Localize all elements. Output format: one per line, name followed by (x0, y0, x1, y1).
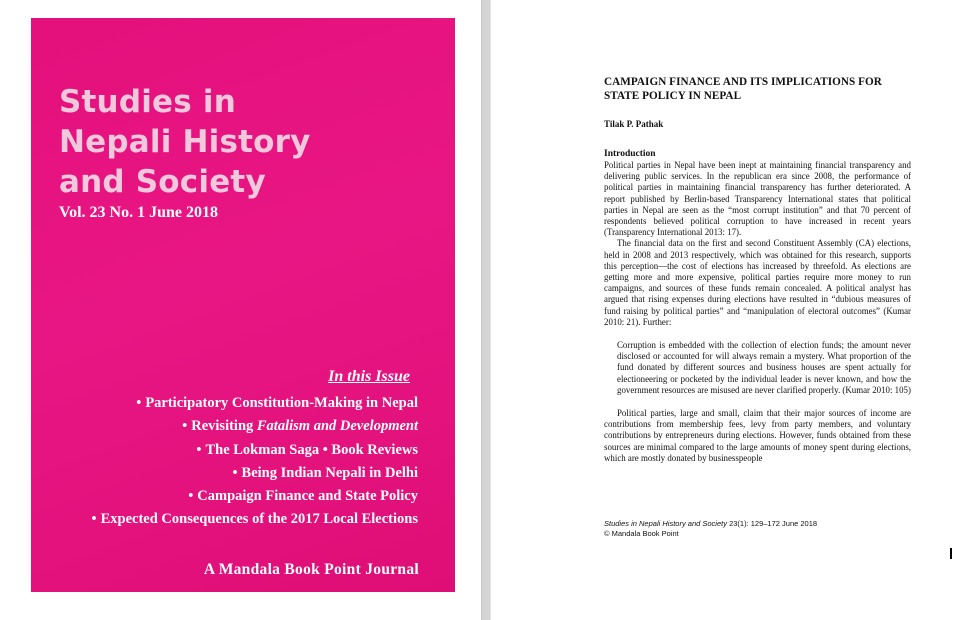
bullet-icon: • (188, 488, 194, 505)
article-title-line: CAMPAIGN FINANCE AND ITS IMPLICATIONS FOR (604, 76, 882, 88)
body-paragraph: Political parties in Nepal have been inept at maintaining financial transparency and delivering public services. In the republican era since 2008, the performance of political parties in maintaining financial transparency has further deteriorated. A report published by Berlin-based Transparency International states that political parties in Nepal are seen as the “most corrupt institution” and that 70 percent of respondents believed political corruption to have increased in recent years (Transparency International 2013: 17). (604, 160, 911, 238)
bullet-icon: • (136, 395, 142, 411)
article-page (604, 72, 911, 464)
issue-item (92, 415, 418, 438)
bullet-icon: • (196, 441, 202, 458)
bullet-icon: • (182, 418, 188, 435)
cover-publisher: A Mandala Book Point Journal (203, 561, 419, 578)
issue-item (92, 508, 418, 531)
issue-list (92, 392, 418, 532)
citation-journal: Studies in Nepali History and Society (604, 519, 727, 528)
cover-title-line: Nepali History (59, 124, 311, 160)
cover-volume: Vol. 23 No. 1 June 2018 (59, 204, 218, 221)
block-quote: Corruption is embedded with the collection of election funds; the amount never disclosed or accounted for will always remain a mystery. What proportion of the fund donated by different sources and business houses are spent actually for electioneering or pocketed by the individual leader is never known, and how the government resources are misused are never clarified properly. (Kumar 2010: 105) (617, 340, 911, 395)
issue-item-text: The Lokman Saga • Book Reviews (205, 441, 418, 458)
issue-heading: In this Issue (328, 368, 410, 385)
issue-item-emphasis: Fatalism and Development (256, 418, 418, 435)
issue-item-text: Expected Consequences of the 2017 Local Elections (100, 511, 418, 528)
journal-cover-image (31, 18, 455, 592)
issue-item-text: Being Indian Nepali in Delhi (241, 464, 418, 481)
article-author: Tilak P. Pathak (604, 119, 664, 129)
right-page-pane[interactable] (491, 0, 962, 620)
issue-item (92, 462, 418, 485)
issue-item (92, 485, 418, 508)
body-paragraph: Political parties, large and small, claim that their major sources of income are contributions from membership fees, levy from party members, and voluntary contributions by entrepreneurs during elections. However, funds obtained from these sources are minimal compared to the large amounts of money spent during elections, which are mostly donated by businesspeople (604, 408, 911, 463)
issue-item (92, 392, 418, 415)
body-paragraph: The financial data on the first and second Constituent Assembly (CA) elections, held in 2008 and 2013 respectively, which was obtained for this research, supports this perception—the cost of elections has increased by threefold. As elections are getting more and more expensive, political parties require more money to run campaigns, and sources of these funds remain concealed. A political analyst has argued that rising expenses during elections have resulted in “dubious measures of fund raising by political parties” and “manipulation of electoral outcomes” (Kumar 2010: 21). Further: (604, 238, 911, 327)
citation-footer (604, 519, 817, 539)
copyright: © Mandala Book Point (604, 529, 679, 538)
cover-title (59, 82, 439, 202)
bullet-icon: • (91, 511, 97, 528)
issue-item-text: Campaign Finance and State Policy (197, 488, 418, 505)
article-title-line: STATE POLICY IN NEPAL (604, 90, 742, 102)
page-divider[interactable] (481, 0, 491, 620)
issue-item-text: Revisiting (191, 418, 257, 435)
bullet-icon: • (232, 464, 238, 481)
cover-title-line: Studies in (59, 84, 236, 120)
issue-item-text: Participatory Constitution-Making in Nepal (145, 395, 418, 411)
cover-title-line: and Society (59, 164, 266, 200)
article-title (604, 75, 911, 103)
citation-details: 23(1): 129–172 June 2018 (726, 519, 818, 528)
text-cursor-icon (950, 548, 952, 559)
section-heading: Introduction (604, 149, 656, 159)
issue-item (92, 439, 418, 462)
